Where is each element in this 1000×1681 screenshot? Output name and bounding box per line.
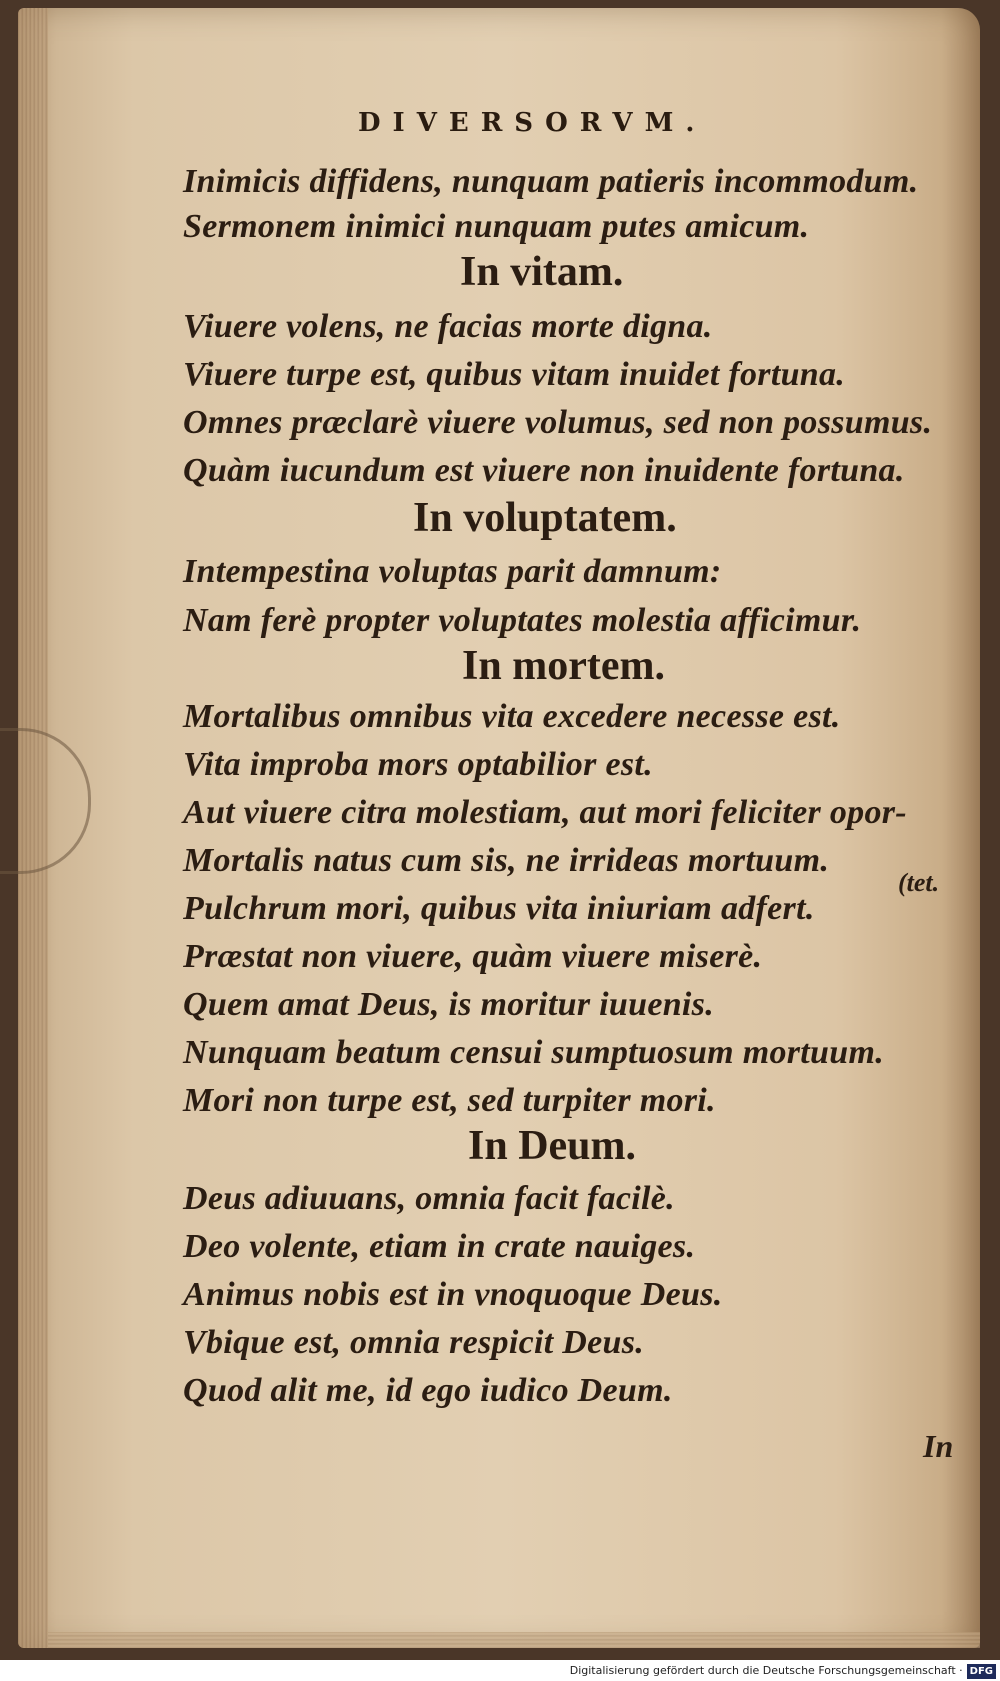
text-line: Inimicis diffidens, nunquam patieris incommodum. <box>183 163 919 200</box>
text-line: Viuere turpe est, quibus vitam inuidet fortuna. <box>183 356 846 393</box>
section-heading: In voluptatem. <box>413 495 677 541</box>
margin-note: (tet. <box>898 868 940 897</box>
running-head: DIVERSORVM. <box>358 108 707 138</box>
text-line: Vita improba mors optabilior est. <box>183 746 653 783</box>
text-line: Intempestina voluptas parit damnum: <box>183 553 722 590</box>
text-line: Deus adiuuans, omnia facit facilè. <box>183 1180 675 1217</box>
text-line: Nam ferè propter voluptates molestia afficimur. <box>183 602 862 639</box>
text-line: Animus nobis est in vnoquoque Deus. <box>183 1276 723 1313</box>
text-line: Mortalibus omnibus vita excedere necesse est. <box>183 698 841 735</box>
section-heading: In mortem. <box>462 643 665 689</box>
section-heading: In Deum. <box>468 1123 637 1169</box>
catchword: In <box>923 1428 954 1464</box>
text-line: Viuere volens, ne facias morte digna. <box>183 308 713 345</box>
page-text <box>18 8 980 1648</box>
text-line: Quem amat Deus, is moritur iuuenis. <box>183 986 715 1023</box>
credit-text: Digitalisierung gefördert durch die Deutsche Forschungsgemeinschaft · <box>569 1664 963 1677</box>
text-line: Nunquam beatum censui sumptuosum mortuum. <box>183 1034 885 1071</box>
text-line: Omnes præclarè viuere volumus, sed non possumus. <box>183 404 933 441</box>
text-line: Sermonem inimici nunquam putes amicum. <box>183 208 810 245</box>
text-line: Quàm iucundum est viuere non inuidente fortuna. <box>183 452 905 489</box>
text-line: Pulchrum mori, quibus vita iniuriam adfert. <box>183 890 815 927</box>
text-line: Præstat non viuere, quàm viuere miserè. <box>183 938 763 975</box>
text-line: Mori non turpe est, sed turpiter mori. <box>183 1082 716 1119</box>
book-page <box>18 8 980 1648</box>
section-heading: In vitam. <box>460 249 624 295</box>
text-line: Mortalis natus cum sis, ne irrideas mortuum. <box>183 842 830 879</box>
text-line: Aut viuere citra molestiam, aut mori feliciter opor- <box>183 794 907 831</box>
text-line: Vbique est, omnia respicit Deus. <box>183 1324 645 1361</box>
text-line: Quod alit me, id ego iudico Deum. <box>183 1372 673 1409</box>
digitization-credit <box>0 1660 1000 1681</box>
text-line: Deo volente, etiam in crate nauiges. <box>183 1228 696 1265</box>
dfg-logo: DFG <box>967 1664 996 1679</box>
